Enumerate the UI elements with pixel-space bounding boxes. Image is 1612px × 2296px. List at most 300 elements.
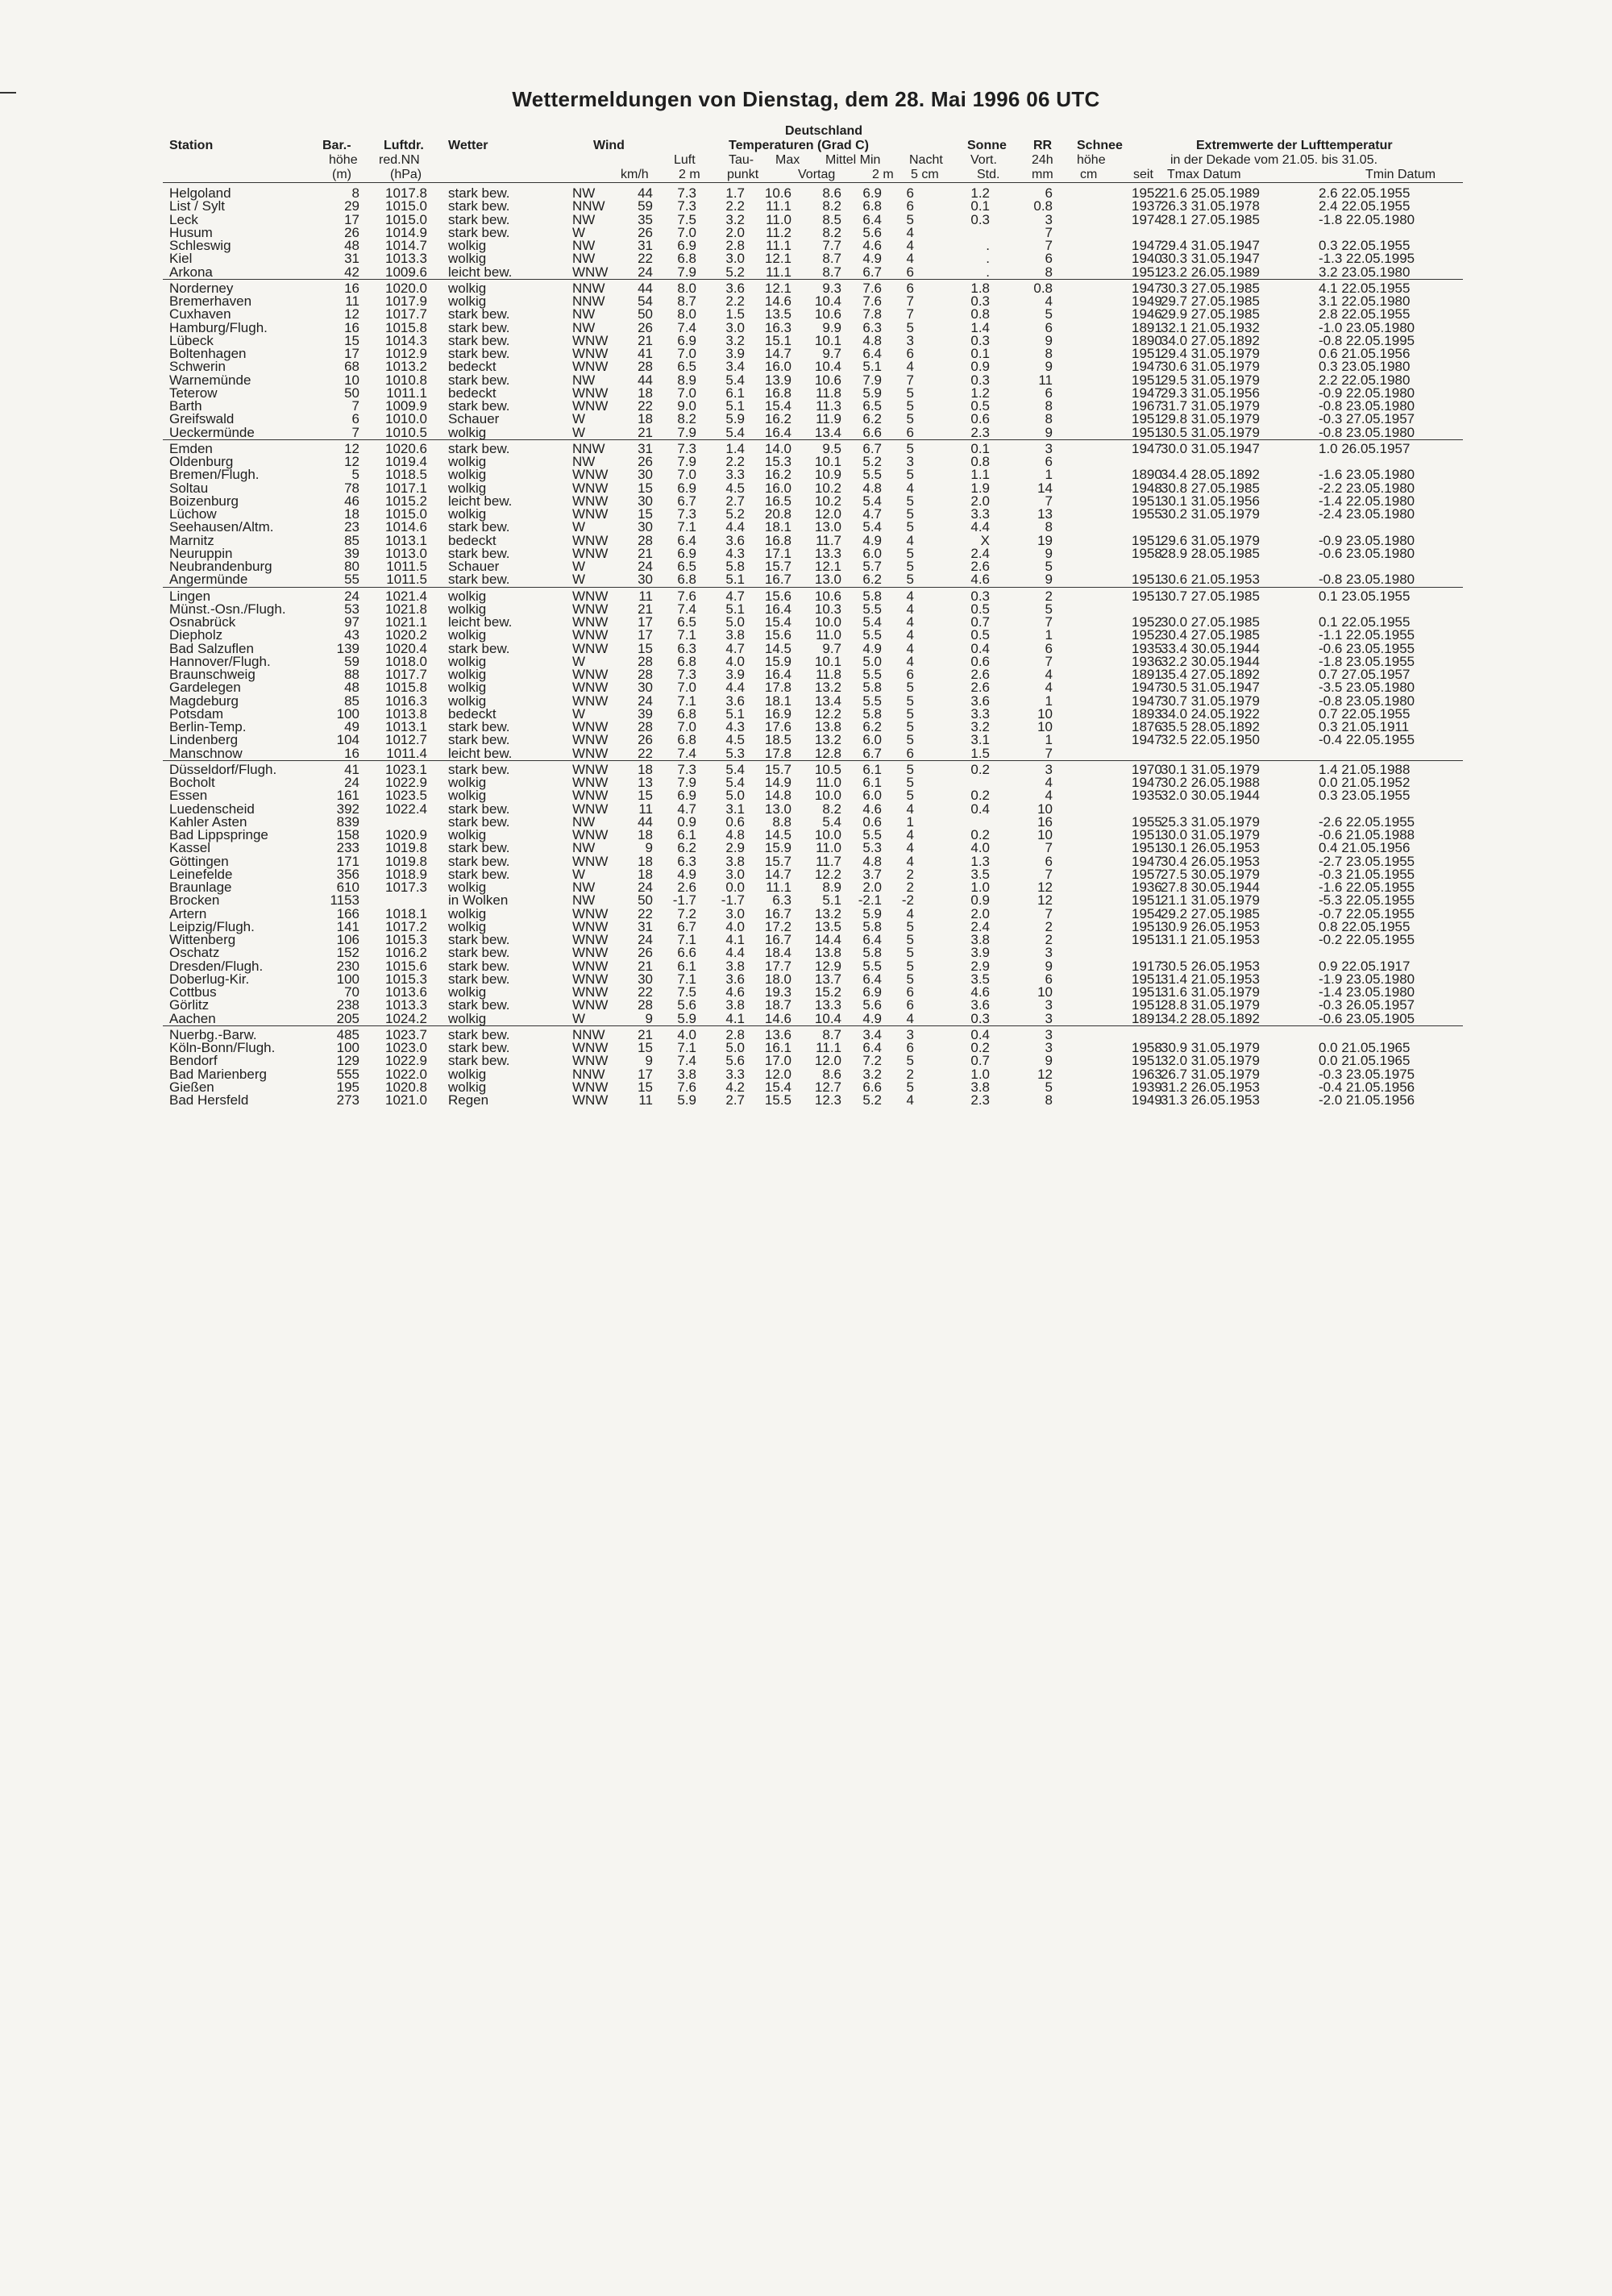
cell-min: 5.9: [862, 385, 882, 401]
cell-tmin: 2.2 22.05.1980: [1319, 372, 1410, 388]
cell-mittel: 12.2: [814, 705, 841, 722]
cell-max: 15.9: [764, 653, 791, 669]
cell-sonne: 2.3: [970, 424, 990, 440]
cell-luft: 5.6: [677, 997, 696, 1013]
cell-luftdruck: 1009.6: [385, 264, 427, 280]
cell-tmax: 28.1 27.05.1985: [1161, 211, 1260, 227]
cell-luft: 6.8: [677, 251, 696, 267]
cell-rr: 10: [1037, 719, 1053, 734]
cell-mittel: 10.1: [814, 653, 841, 669]
cell-wind-kmh: 30: [638, 493, 653, 509]
cell-station: Braunlage: [169, 880, 232, 895]
cell-wetter: stark bew.: [448, 398, 510, 414]
cell-max: 18.7: [764, 997, 791, 1013]
cell-luftdruck: 1013.0: [385, 545, 427, 561]
cell-station: Seehausen/Altm.: [169, 519, 274, 535]
cell-max: 14.0: [764, 440, 791, 456]
cell-nacht: 6: [906, 667, 914, 682]
cell-station: Dresden/Flugh.: [169, 958, 264, 974]
cell-wind-dir: W: [572, 866, 586, 882]
cell-station: Schleswig: [169, 238, 231, 253]
cell-wind-kmh: 15: [638, 1040, 653, 1055]
cell-mittel: 11.0: [816, 775, 841, 790]
cell-wind-kmh: 59: [638, 198, 653, 214]
cell-tmax: 30.6 31.05.1979: [1161, 359, 1260, 375]
cell-wetter: stark bew.: [448, 332, 510, 348]
cell-min: 6.1: [862, 775, 882, 790]
cell-wetter: stark bew.: [448, 997, 510, 1013]
cell-tmin: -0.8 23.05.1980: [1319, 398, 1415, 414]
cell-wind-dir: W: [572, 705, 586, 722]
cell-station: Nuerbg.-Barw.: [169, 1026, 257, 1042]
cell-tmax: 33.4 30.05.1944: [1161, 640, 1260, 656]
cell-station: Leck: [169, 211, 198, 227]
cell-max: 11.2: [766, 224, 791, 240]
cell-taupunkt: 6.1: [725, 385, 745, 401]
cell-wind-dir: WNW: [572, 601, 609, 617]
cell-station: Husum: [169, 224, 213, 240]
cell-hoehe: 48: [344, 680, 359, 696]
cell-tmax: 34.0 27.05.1892: [1161, 332, 1260, 348]
cell-luftdruck: 1017.7: [385, 667, 427, 682]
cell-luftdruck: 1020.2: [385, 627, 427, 643]
cell-luftdruck: 1015.8: [385, 680, 427, 696]
cell-luft: 7.1: [677, 1040, 696, 1055]
cell-tmax: 30.0 31.05.1979: [1161, 827, 1260, 842]
cell-hoehe: 46: [344, 493, 359, 509]
cell-seit: 1951: [1132, 997, 1162, 1013]
cell-hoehe: 485: [336, 1026, 359, 1042]
cell-luftdruck: 1011.1: [386, 385, 427, 401]
cell-tmin: 3.2 23.05.1980: [1319, 264, 1410, 280]
cell-station: Artern: [169, 905, 207, 921]
cell-hoehe: 171: [336, 853, 359, 869]
cell-wetter: bedeckt: [448, 532, 496, 548]
cell-taupunkt: 3.8: [725, 853, 745, 869]
cell-wind-dir: W: [572, 224, 586, 240]
cell-tmax: 29.3 31.05.1956: [1161, 385, 1260, 401]
cell-hoehe: 12: [344, 440, 359, 456]
cell-rr: 5: [1045, 601, 1053, 617]
cell-luft: 8.9: [677, 372, 696, 388]
cell-max: 12.1: [764, 251, 791, 267]
cell-rr: 12: [1037, 892, 1053, 909]
cell-hoehe: 49: [344, 719, 359, 734]
col-header-luft-1: Luft: [674, 153, 696, 167]
cell-max: 16.1: [764, 1040, 791, 1055]
cell-luft: 8.7: [677, 293, 696, 309]
cell-nacht: 5: [906, 761, 914, 777]
cell-taupunkt: 1.5: [725, 306, 745, 322]
cell-wind-kmh: 30: [638, 971, 653, 987]
cell-rr: 2: [1045, 588, 1053, 604]
cell-seit: 1951: [1132, 532, 1162, 548]
cell-min: 3.2: [862, 1066, 882, 1082]
cell-mittel: 13.4: [814, 693, 841, 709]
cell-min: 5.1: [862, 359, 882, 375]
cell-wind-dir: WNW: [572, 493, 609, 509]
cell-max: 16.4: [764, 601, 791, 617]
cell-hoehe: 42: [344, 264, 359, 280]
cell-luftdruck: 1017.1: [385, 480, 427, 496]
cell-luftdruck: 1022.4: [385, 801, 427, 817]
cell-luftdruck: 1019.8: [385, 840, 427, 856]
cell-min: 6.2: [862, 411, 882, 427]
col-header-luftdr-3: (hPa): [390, 168, 422, 181]
cell-hoehe: 17: [344, 346, 359, 361]
cell-max: 16.5: [764, 493, 791, 509]
cell-sonne: 2.9: [970, 958, 990, 974]
cell-rr: 4: [1045, 788, 1053, 804]
cell-mittel: 8.2: [822, 198, 841, 214]
cell-wetter: wolkig: [448, 680, 487, 696]
cell-nacht: 5: [906, 788, 914, 804]
cell-rr: 6: [1045, 971, 1053, 987]
cell-hoehe: 7: [351, 398, 359, 414]
cell-nacht: 4: [906, 640, 914, 656]
cell-wind-kmh: 9: [645, 840, 653, 856]
cell-tmin: 2.8 22.05.1955: [1319, 306, 1410, 322]
cell-sonne: 2.0: [970, 493, 990, 509]
cell-station: Potsdam: [169, 705, 224, 722]
cell-sonne: 0.3: [970, 588, 990, 604]
cell-max: 15.6: [764, 588, 791, 604]
cell-luftdruck: 1020.6: [385, 440, 427, 456]
cell-wetter: wolkig: [448, 588, 487, 604]
cell-tmax: 35.4 27.05.1892: [1161, 667, 1260, 682]
cell-wind-kmh: 18: [638, 853, 653, 869]
cell-tmin: -0.2 22.05.1955: [1319, 932, 1415, 947]
cell-wind-dir: WNW: [572, 997, 609, 1013]
cell-luft: 6.9: [677, 545, 696, 561]
cell-luftdruck: 1013.1: [385, 532, 427, 548]
cell-wetter: wolkig: [448, 788, 487, 804]
cell-seit: 1917: [1132, 958, 1162, 974]
cell-tmin: 0.3 23.05.1955: [1319, 788, 1410, 804]
cell-wind-dir: NNW: [572, 440, 605, 456]
cell-sonne: 0.1: [970, 346, 990, 361]
cell-luft: 6.5: [677, 359, 696, 375]
cell-tmin: -0.8 23.05.1980: [1319, 572, 1415, 588]
cell-mittel: 10.5: [814, 761, 841, 777]
cell-seit: 1952: [1132, 185, 1162, 201]
cell-wetter: wolkig: [448, 880, 487, 895]
cell-max: 16.0: [764, 480, 791, 496]
cell-taupunkt: 3.8: [725, 627, 745, 643]
cell-rr: 1: [1045, 467, 1053, 483]
cell-wind-dir: NW: [572, 251, 596, 267]
cell-tmin: -1.8 22.05.1980: [1319, 211, 1415, 227]
cell-wind-dir: WNW: [572, 467, 609, 483]
cell-max: 16.2: [764, 411, 791, 427]
cell-wetter: wolkig: [448, 454, 487, 469]
cell-station: Bremerhaven: [169, 293, 252, 309]
cell-wind-kmh: 28: [638, 653, 653, 669]
cell-luftdruck: 1013.8: [385, 705, 427, 722]
cell-max: 15.4: [764, 614, 791, 630]
cell-station: Wittenberg: [169, 932, 236, 947]
cell-min: 6.8: [862, 198, 882, 214]
cell-hoehe: 17: [344, 211, 359, 227]
cell-max: 16.4: [764, 424, 791, 440]
cell-station: Boizenburg: [169, 493, 239, 509]
cell-max: 15.9: [764, 840, 791, 856]
cell-wetter: stark bew.: [448, 224, 510, 240]
cell-wind-dir: WNW: [572, 385, 609, 401]
cell-wetter: wolkig: [448, 467, 487, 483]
cell-hoehe: 29: [344, 198, 359, 214]
cell-tmax: 30.2 26.05.1988: [1161, 775, 1260, 790]
cell-max: 13.0: [764, 801, 791, 817]
cell-nacht: 5: [906, 545, 914, 561]
cell-max: 12.1: [764, 280, 791, 296]
cell-wind-kmh: 28: [638, 359, 653, 375]
cell-rr: 3: [1045, 945, 1053, 961]
cell-tmax: 28.9 28.05.1985: [1161, 545, 1260, 561]
cell-seit: 1890: [1132, 467, 1162, 483]
cell-wetter: stark bew.: [448, 958, 510, 974]
cell-rr: 7: [1045, 493, 1053, 509]
cell-wind-dir: NW: [572, 185, 596, 201]
cell-mittel: 9.9: [822, 319, 841, 335]
cell-hoehe: 16: [344, 319, 359, 335]
cell-rr: 6: [1045, 853, 1053, 869]
cell-luftdruck: 1019.4: [385, 454, 427, 469]
cell-tmax: 25.3 31.05.1979: [1161, 813, 1260, 830]
cell-rr: 10: [1037, 801, 1053, 817]
cell-hoehe: 53: [344, 601, 359, 617]
cell-hoehe: 11: [345, 293, 359, 309]
cell-station: Cottbus: [169, 984, 217, 1000]
cell-max: 14.5: [764, 640, 791, 656]
cell-hoehe: 7: [351, 424, 359, 440]
cell-tmin: -1.4 23.05.1980: [1319, 984, 1415, 1000]
cell-wetter: stark bew.: [448, 945, 510, 961]
cell-wind-dir: W: [572, 519, 586, 535]
cell-luftdruck: 1023.5: [385, 788, 427, 804]
cell-rr: 8: [1045, 519, 1053, 535]
cell-rr: 1: [1045, 627, 1053, 643]
cell-wind-dir: WNW: [572, 853, 609, 869]
cell-taupunkt: 3.6: [725, 280, 745, 296]
cell-min: 4.9: [862, 640, 882, 656]
cell-wetter: wolkig: [448, 601, 487, 617]
cell-sonne: 1.9: [970, 480, 990, 496]
cell-station: Bad Marienberg: [169, 1066, 267, 1082]
cell-max: 10.6: [764, 185, 791, 201]
cell-luftdruck: 1017.2: [385, 918, 427, 934]
cell-min: 5.8: [862, 945, 882, 961]
cell-seit: 1951: [1132, 411, 1162, 427]
cell-luft: 4.9: [677, 866, 696, 882]
cell-tmax: 30.5 31.05.1947: [1161, 680, 1260, 696]
cell-station: Lindenberg: [169, 732, 239, 748]
cell-rr: 7: [1045, 745, 1053, 761]
cell-nacht: 4: [906, 905, 914, 921]
cell-wind-dir: WNW: [572, 264, 609, 280]
col-header-luftdr-1: Luftdr.: [384, 139, 424, 152]
cell-mittel: 13.3: [814, 545, 841, 561]
cell-luft: 7.0: [677, 385, 696, 401]
cell-wind-dir: WNW: [572, 532, 609, 548]
cell-luft: 6.3: [677, 853, 696, 869]
cell-station: Münst.-Osn./Flugh.: [169, 601, 286, 617]
cell-tmax: 30.0 27.05.1985: [1161, 614, 1260, 630]
cell-max: 14.7: [764, 346, 791, 361]
col-header-sonne-3: Std.: [977, 168, 1000, 181]
cell-min: 6.9: [862, 984, 882, 1000]
cell-luft: 7.1: [677, 971, 696, 987]
cell-station: Braunschweig: [169, 667, 256, 682]
cell-seit: 1951: [1132, 827, 1162, 842]
cell-wetter: stark bew.: [448, 185, 510, 201]
group-rule: [163, 279, 1463, 280]
cell-station: Greifswald: [169, 411, 235, 427]
cell-luft: 6.9: [677, 788, 696, 804]
cell-station: Leinefelde: [169, 866, 233, 882]
cell-luftdruck: 1018.0: [385, 653, 427, 669]
cell-rr: 10: [1037, 827, 1053, 842]
cell-min: 5.5: [862, 667, 882, 682]
cell-taupunkt: 4.2: [725, 1079, 745, 1095]
cell-min: 7.2: [862, 1053, 882, 1069]
cell-min: 5.8: [862, 705, 882, 722]
cell-taupunkt: 2.2: [725, 293, 745, 309]
cell-mittel: 10.2: [814, 480, 841, 496]
cell-hoehe: 78: [344, 480, 359, 496]
cell-luftdruck: 1018.1: [385, 905, 427, 921]
cell-mittel: 9.7: [822, 640, 841, 656]
cell-wind-dir: W: [572, 424, 586, 440]
cell-taupunkt: 3.0: [725, 319, 745, 335]
cell-wetter: wolkig: [448, 238, 487, 253]
cell-wind-kmh: 22: [638, 745, 653, 761]
cell-min: 5.5: [862, 627, 882, 643]
cell-nacht: 7: [906, 372, 914, 388]
cell-tmax: 27.5 30.05.1979: [1161, 866, 1260, 882]
cell-seit: 1936: [1132, 653, 1162, 669]
cell-tmax: 31.1 21.05.1953: [1161, 932, 1260, 947]
cell-luft: 7.9: [677, 424, 696, 440]
cell-tmax: 31.2 26.05.1953: [1161, 1079, 1260, 1095]
cell-mittel: 5.4: [822, 813, 841, 830]
cell-hoehe: 392: [336, 801, 359, 817]
cell-seit: 1947: [1132, 385, 1162, 401]
cell-luftdruck: 1022.9: [385, 1053, 427, 1069]
cell-tmin: -0.4 22.05.1955: [1319, 732, 1415, 748]
cell-seit: 1936: [1132, 880, 1162, 895]
cell-seit: 1951: [1132, 588, 1162, 604]
cell-tmin: -0.8 23.05.1980: [1319, 693, 1415, 709]
cell-rr: 8: [1045, 411, 1053, 427]
cell-wind-kmh: 31: [638, 918, 653, 934]
cell-mittel: 10.6: [814, 372, 841, 388]
cell-hoehe: 39: [344, 545, 359, 561]
cell-sonne: 1.1: [970, 467, 990, 483]
cell-nacht: 6: [906, 198, 914, 214]
cell-seit: 1949: [1132, 293, 1162, 309]
cell-luft: 7.5: [677, 211, 696, 227]
cell-taupunkt: 3.6: [725, 971, 745, 987]
cell-luft: 4.0: [677, 1026, 696, 1042]
cell-wind-kmh: 30: [638, 467, 653, 483]
cell-wetter: stark bew.: [448, 640, 510, 656]
cell-wind-kmh: 28: [638, 719, 653, 734]
cell-mittel: 14.4: [814, 932, 841, 947]
cell-seit: 1891: [1132, 1010, 1162, 1026]
cell-min: 7.9: [862, 372, 882, 388]
cell-mittel: 12.3: [814, 1092, 841, 1108]
cell-tmax: 21.6 25.05.1989: [1161, 185, 1260, 201]
cell-luft: 6.1: [677, 958, 696, 974]
cell-taupunkt: 4.8: [725, 827, 745, 842]
cell-station: Leipzig/Flugh.: [169, 918, 255, 934]
cell-luftdruck: 1011.5: [386, 572, 427, 588]
cell-mittel: 8.7: [822, 1026, 841, 1042]
cell-max: 17.8: [764, 745, 791, 761]
cell-tmin: 0.1 22.05.1955: [1319, 614, 1410, 630]
cell-nacht: 2: [906, 1066, 914, 1082]
cell-wind-kmh: 18: [638, 761, 653, 777]
cell-luftdruck: 1020.8: [385, 1079, 427, 1095]
cell-tmin: -2.6 22.05.1955: [1319, 813, 1415, 830]
cell-sonne: 0.9: [970, 359, 990, 375]
cell-tmin: 2.4 22.05.1955: [1319, 198, 1410, 214]
cell-sonne: 1.0: [970, 1066, 990, 1082]
cell-nacht: 6: [906, 185, 914, 201]
cell-max: 11.1: [766, 264, 791, 280]
cell-taupunkt: 5.0: [725, 1040, 745, 1055]
cell-max: 16.8: [764, 532, 791, 548]
cell-min: 5.7: [862, 559, 882, 574]
cell-wind-dir: NW: [572, 454, 596, 469]
cell-tmin: -2.0 21.05.1956: [1319, 1092, 1415, 1108]
cell-tmin: 0.3 21.05.1911: [1319, 719, 1410, 734]
cell-hoehe: 610: [336, 880, 359, 895]
cell-nacht: 4: [906, 627, 914, 643]
cell-station: Boltenhagen: [169, 346, 247, 361]
cell-tmax: 30.3 31.05.1947: [1161, 251, 1260, 267]
cell-mittel: 8.5: [822, 211, 841, 227]
cell-wind-kmh: 44: [638, 185, 653, 201]
cell-wind-dir: WNW: [572, 640, 609, 656]
cell-wind-dir: WNW: [572, 1053, 609, 1069]
cell-wetter: stark bew.: [448, 840, 510, 856]
cell-min: 5.6: [862, 224, 882, 240]
cell-rr: 4: [1045, 293, 1053, 309]
cell-wind-kmh: 18: [638, 385, 653, 401]
cell-sonne: 1.4: [970, 319, 990, 335]
cell-luft: 7.4: [677, 319, 696, 335]
cell-taupunkt: 4.0: [725, 918, 745, 934]
cell-mittel: 10.3: [814, 601, 841, 617]
cell-mittel: 10.4: [814, 359, 841, 375]
cell-tmin: 0.6 21.05.1956: [1319, 346, 1410, 361]
cell-nacht: 4: [906, 480, 914, 496]
cell-mittel: 10.1: [814, 454, 841, 469]
cell-rr: 9: [1045, 572, 1053, 588]
cell-tmin: 0.0 21.05.1965: [1319, 1040, 1410, 1055]
cell-station: Bendorf: [169, 1053, 218, 1069]
cell-wind-kmh: 44: [638, 813, 653, 830]
cell-luftdruck: 1010.8: [385, 372, 427, 388]
col-header-tmin: Tmin Datum: [1365, 168, 1436, 181]
cell-tmax: 34.4 28.05.1892: [1161, 467, 1260, 483]
cell-wind-dir: WNW: [572, 945, 609, 961]
cell-max: 11.0: [766, 211, 791, 227]
cell-rr: 16: [1037, 813, 1053, 830]
cell-taupunkt: 5.0: [725, 788, 745, 804]
